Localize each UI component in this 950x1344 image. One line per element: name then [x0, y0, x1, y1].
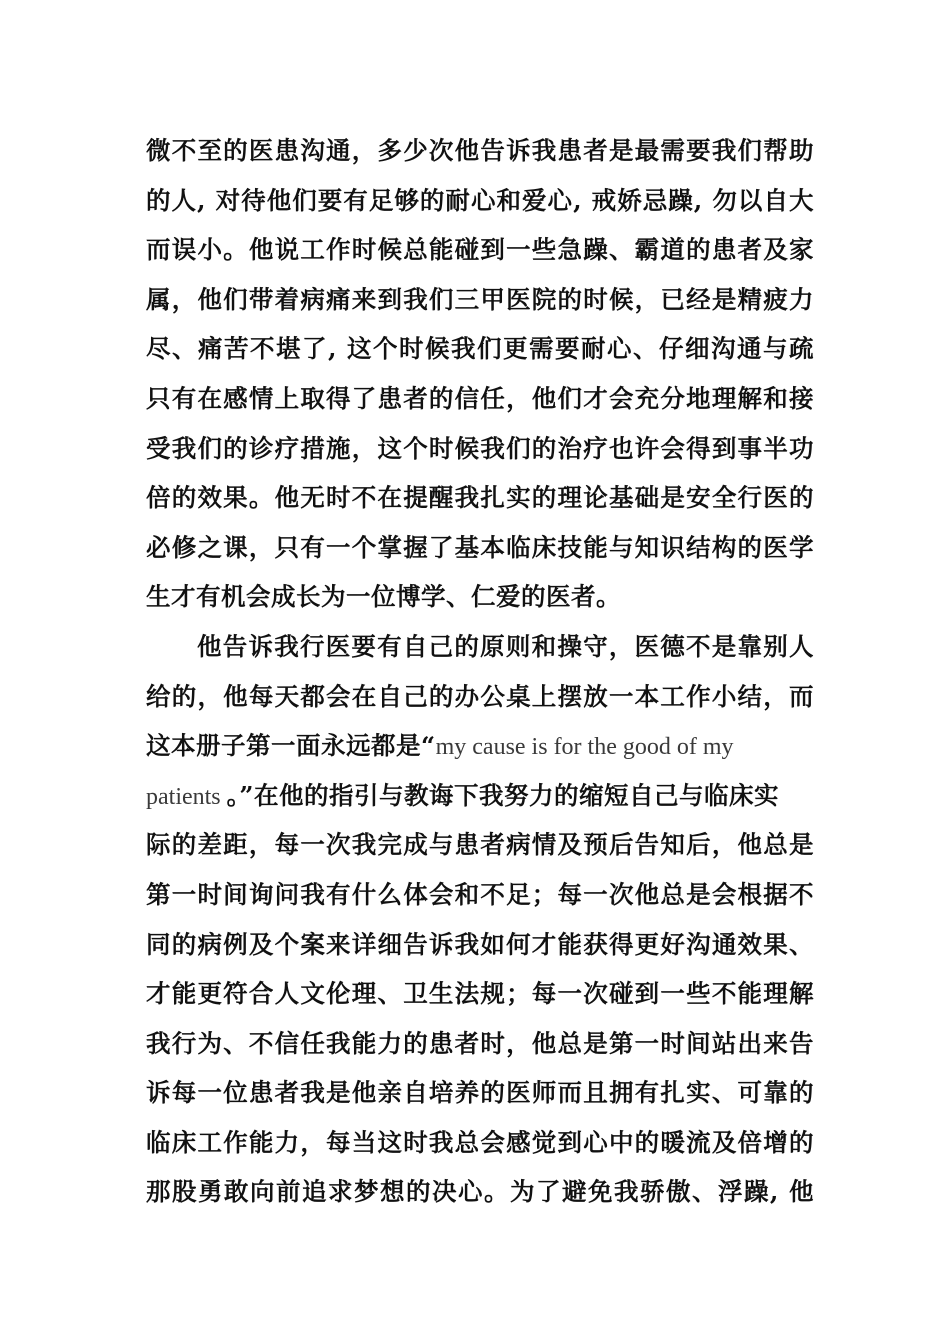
text-line-with-quote	[146, 721, 814, 771]
text-line: 我行为、不信任我能力的患者时，他总是第一时间站出来告	[146, 1028, 814, 1058]
text-line: 才能更符合人文伦理、卫生法规；每一次碰到一些不能理解	[146, 979, 814, 1009]
text-line: 受我们的诊疗措施，这个时候我们的治疗也许会得到事半功	[146, 433, 814, 463]
paragraph-1	[146, 126, 814, 622]
text-line: 必修之课，只有一个掌握了基本临床技能与知识结构的医学	[146, 532, 814, 562]
text-line: 给的，他每天都会在自己的办公桌上摆放一本工作小结，而	[146, 681, 814, 711]
text-line: 只有在感情上取得了患者的信任，他们才会充分地理解和接	[146, 383, 814, 413]
body-text	[146, 126, 814, 1217]
text-line: 生才有机会成长为一位博学、仁爱的医者。	[146, 582, 621, 612]
text-line: 他告诉我行医要有自己的原则和操守，医德不是靠别人	[197, 631, 814, 661]
text-line: 属，他们带着病痛来到我们三甲医院的时候，已经是精疲力	[146, 284, 814, 314]
english-quote-end: patients	[146, 783, 227, 810]
text-line: 第一时间询问我有什么体会和不足；每一次他总是会根据不	[146, 879, 814, 909]
english-quote: my cause is for the good of my	[435, 734, 734, 761]
quote-prefix: 这本册子第一面永远都是“	[146, 731, 436, 761]
text-line-with-quote	[146, 771, 814, 821]
text-line: 微不至的医患沟通，多少次他告诉我患者是最需要我们帮助	[146, 136, 814, 165]
text-line: 倍的效果。他无时不在提醒我扎实的理论基础是安全行医的	[146, 483, 814, 513]
text-line: 尽、痛苦不堪了, 这个时候我们更需要耐心、仔细沟通与疏	[146, 334, 814, 364]
text-line: 同的病例及个案来详细告诉我如何才能获得更好沟通效果、	[146, 929, 814, 959]
text-line: 诉每一位患者我是他亲自培养的医师而且拥有扎实、可靠的	[146, 1078, 814, 1108]
text-line: 临床工作能力，每当这时我总会感觉到心中的暖流及倍增的	[146, 1127, 814, 1157]
quote-suffix: 。”在他的指引与教诲下我努力的缩短自己与临床实	[226, 780, 779, 810]
text-line: 而误小。他说工作时候总能碰到一些急躁、霸道的患者及家	[146, 235, 814, 265]
paragraph-2	[146, 622, 814, 1217]
text-line: 那股勇敢向前追求梦想的决心。为了避免我骄傲、浮躁, 他	[146, 1177, 814, 1207]
text-line: 际的差距，每一次我完成与患者病情及预后告知后，他总是	[146, 830, 814, 860]
text-line: 的人, 对待他们要有足够的耐心和爱心, 戒娇忌躁, 勿以自大	[146, 185, 814, 215]
